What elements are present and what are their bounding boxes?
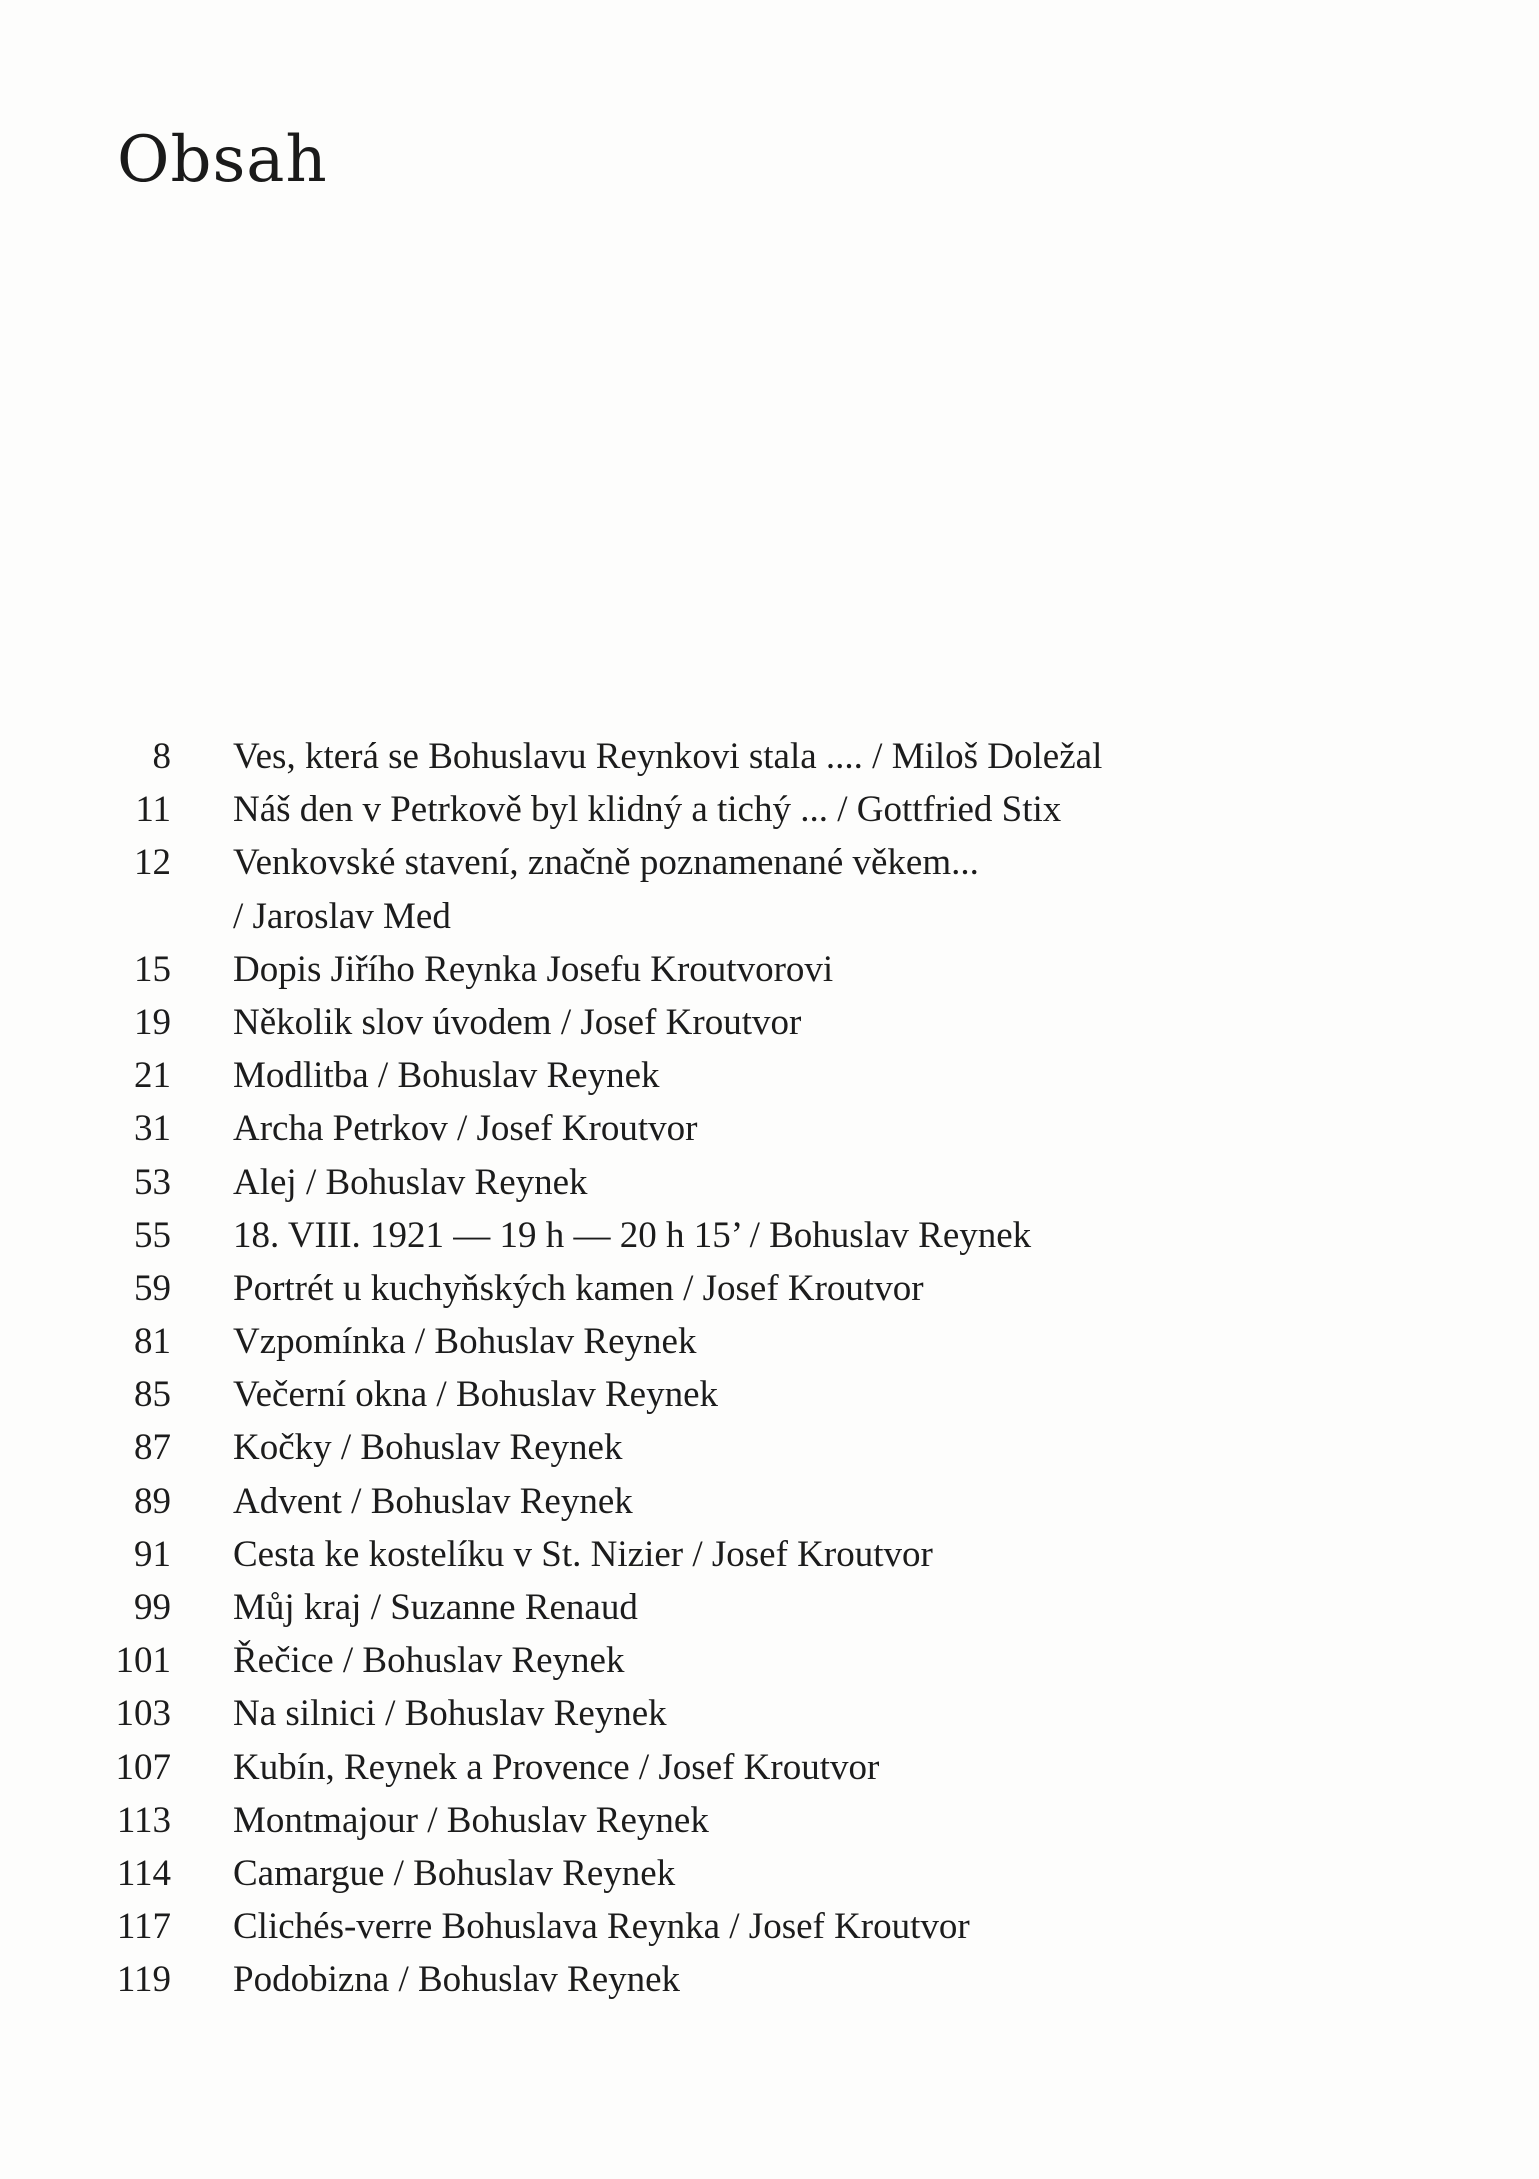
toc-entry[interactable] — [0, 1953, 1539, 2006]
toc-entry[interactable] — [0, 996, 1539, 1049]
toc-entry-title: Advent / Bohuslav Reynek — [233, 1480, 633, 1522]
toc-entry[interactable] — [0, 1049, 1539, 1102]
toc-page-number: 91 — [134, 1533, 171, 1575]
toc-entry-title: Dopis Jiřího Reynka Josefu Kroutvorovi — [233, 948, 834, 990]
toc-entry-title: Večerní okna / Bohuslav Reynek — [233, 1374, 718, 1416]
toc-entry[interactable] — [0, 1794, 1539, 1847]
toc-page-number: 53 — [134, 1161, 171, 1203]
toc-page-number: 81 — [134, 1321, 171, 1363]
toc-entry-title: Montmajour / Bohuslav Reynek — [233, 1799, 709, 1841]
toc-entry-title: Kočky / Bohuslav Reynek — [233, 1427, 623, 1469]
toc-entry[interactable] — [0, 730, 1539, 783]
toc-entry-title: Cesta ke kostelíku v St. Nizier / Josef Kroutvor — [233, 1533, 933, 1575]
toc-entry-continuation[interactable] — [0, 890, 1539, 943]
toc-page-number: 117 — [116, 1906, 171, 1948]
toc-page-number: 119 — [116, 1959, 171, 2001]
toc-entry[interactable] — [0, 1475, 1539, 1528]
toc-entry-title: Ves, která se Bohuslavu Reynkovi stala .... / Miloš Doležal — [233, 736, 1103, 777]
toc-entry[interactable] — [0, 1421, 1539, 1474]
toc-entry-title: 18. VIII. 1921 — 19 h — 20 h 15’ / Bohuslav Reynek — [233, 1214, 1032, 1256]
toc-entry-title: Venkovské stavení, značně poznamenané věkem... — [233, 842, 979, 884]
toc-page-number: 19 — [134, 1001, 171, 1043]
toc-page-number: 87 — [134, 1427, 171, 1469]
toc-page-number: 15 — [134, 948, 171, 990]
toc-page-number: 114 — [116, 1852, 171, 1894]
toc-page-number: 89 — [134, 1480, 171, 1522]
toc-entry-title: Clichés-verre Bohuslava Reynka / Josef Kroutvor — [233, 1906, 970, 1948]
toc-entry-title: Archa Petrkov / Josef Kroutvor — [233, 1108, 698, 1150]
toc-entry-title: Několik slov úvodem / Josef Kroutvor — [233, 1001, 802, 1043]
toc-page-number: 12 — [134, 842, 171, 884]
toc-entry[interactable] — [0, 943, 1539, 996]
toc-entry[interactable] — [0, 1900, 1539, 1953]
toc-page-number: 59 — [134, 1267, 171, 1309]
toc-entry[interactable] — [0, 1847, 1539, 1900]
toc-entry-title: / Jaroslav Med — [233, 895, 451, 937]
toc-entry[interactable] — [0, 1315, 1539, 1368]
toc-entry[interactable] — [0, 1102, 1539, 1155]
table-of-contents — [0, 730, 1539, 2007]
toc-page-number: 103 — [115, 1693, 171, 1735]
toc-page-number: 11 — [135, 789, 171, 831]
toc-page-number: 8 — [152, 736, 171, 777]
toc-entry-title: Portrét u kuchyňských kamen / Josef Kroutvor — [233, 1267, 924, 1309]
toc-entry[interactable] — [0, 1687, 1539, 1740]
toc-entry-title: Na silnici / Bohuslav Reynek — [233, 1693, 667, 1735]
toc-entry[interactable] — [0, 1741, 1539, 1794]
page-title: Obsah — [117, 123, 328, 197]
toc-page-number: 99 — [134, 1587, 171, 1628]
toc-entry-title: Vzpomínka / Bohuslav Reynek — [233, 1321, 697, 1363]
toc-entry-title: Kubín, Reynek a Provence / Josef Kroutvor — [233, 1746, 880, 1788]
toc-entry[interactable] — [0, 1581, 1539, 1634]
toc-entry-title: Můj kraj / Suzanne Renaud — [233, 1587, 638, 1628]
toc-entry[interactable] — [0, 1156, 1539, 1209]
toc-page-number: 85 — [134, 1374, 171, 1416]
toc-page-number: 113 — [116, 1799, 171, 1841]
toc-entry[interactable] — [0, 1368, 1539, 1421]
toc-entry-title: Řečice / Bohuslav Reynek — [233, 1640, 625, 1682]
toc-entry[interactable] — [0, 1634, 1539, 1687]
toc-entry-title: Alej / Bohuslav Reynek — [233, 1161, 588, 1203]
toc-entry[interactable] — [0, 1262, 1539, 1315]
toc-entry[interactable] — [0, 1528, 1539, 1581]
toc-entry[interactable] — [0, 836, 1539, 889]
toc-page-number: 107 — [115, 1746, 171, 1788]
toc-entry-title: Modlitba / Bohuslav Reynek — [233, 1055, 660, 1097]
toc-page-number: 101 — [115, 1640, 171, 1682]
toc-page-number: 55 — [134, 1214, 171, 1256]
toc-entry-title: Podobizna / Bohuslav Reynek — [233, 1959, 681, 2001]
toc-entry-title: Náš den v Petrkově byl klidný a tichý ... / Gottfried Stix — [233, 789, 1062, 831]
toc-entry[interactable] — [0, 783, 1539, 836]
toc-entry[interactable] — [0, 1209, 1539, 1262]
toc-page-number: 21 — [134, 1055, 171, 1097]
toc-page-number: 31 — [134, 1108, 171, 1150]
toc-entry-title: Camargue / Bohuslav Reynek — [233, 1852, 676, 1894]
